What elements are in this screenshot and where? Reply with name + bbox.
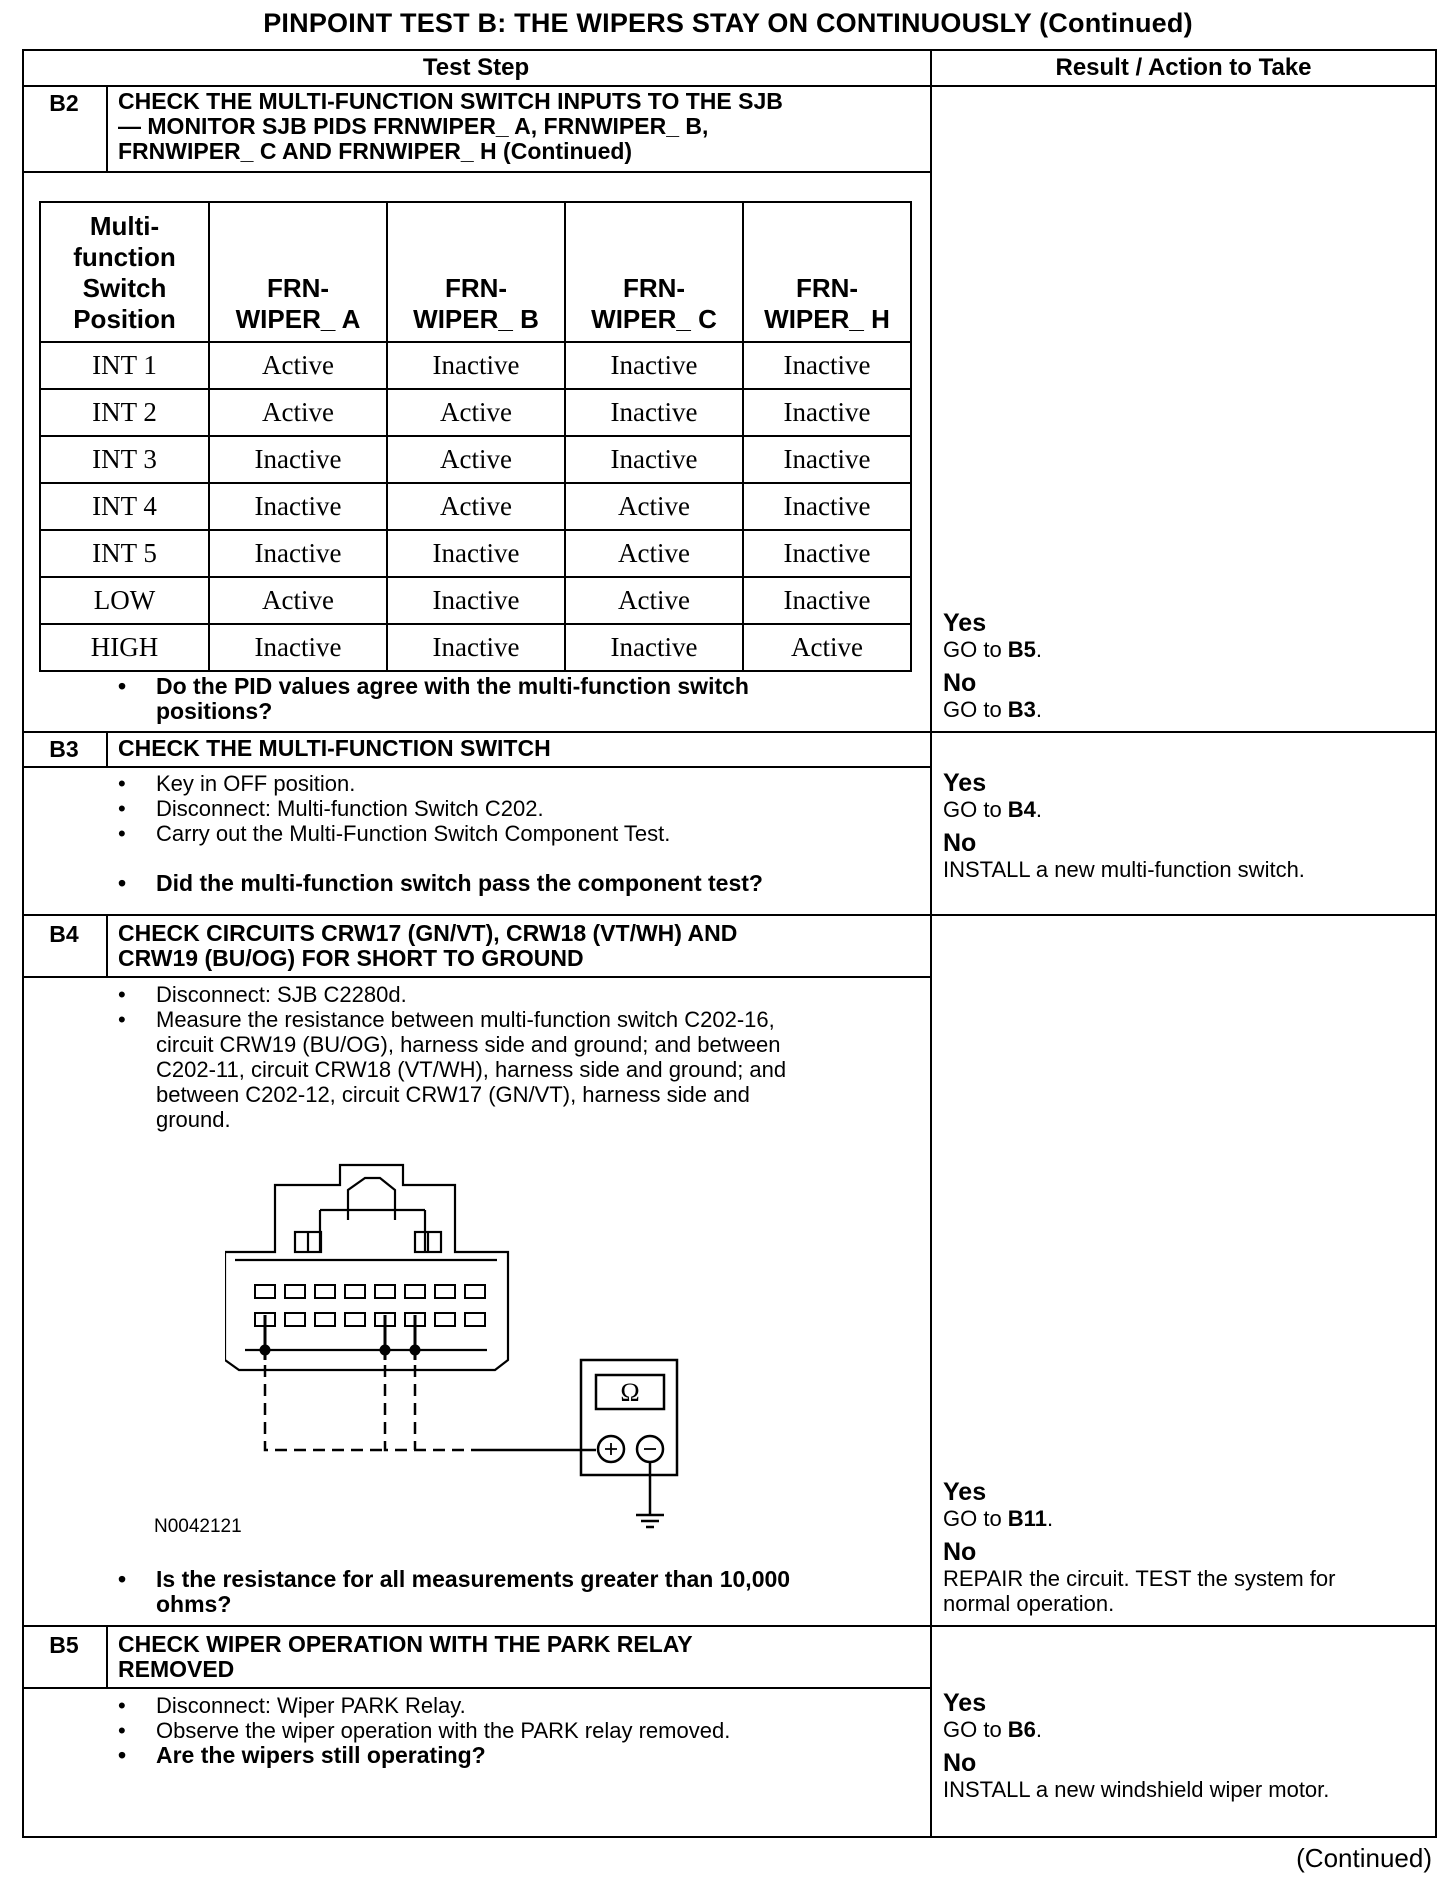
step-id-b4: B4 xyxy=(49,921,79,947)
table-row xyxy=(40,624,911,671)
b3-id-divider xyxy=(106,732,108,767)
table-cell: Inactive xyxy=(209,483,387,530)
table-cell: HIGH xyxy=(40,624,209,671)
table-row xyxy=(40,483,911,530)
b3-title-rule xyxy=(22,766,930,768)
step-id-b3: B3 xyxy=(49,736,79,762)
table-cell: Inactive xyxy=(387,342,565,389)
b3-result xyxy=(943,769,1305,882)
b4-result xyxy=(943,1478,1335,1616)
b4-yes-label: Yes xyxy=(943,1478,987,1506)
table-cell: Inactive xyxy=(209,436,387,483)
b4-id-divider xyxy=(106,915,108,977)
step-title-b5: CHECK WIPER OPERATION WITH THE PARK RELAY REMOVED xyxy=(118,1631,693,1682)
pid-header-c: FRN- WIPER_ C xyxy=(565,202,743,342)
table-cell: Active xyxy=(387,389,565,436)
table-cell: LOW xyxy=(40,577,209,624)
b2-yes-action: GO to B5. xyxy=(943,637,1043,662)
b3-no-action: INSTALL a new multi-function switch. xyxy=(943,857,1305,882)
continued-note: (Continued) xyxy=(1296,1843,1432,1873)
table-cell: Active xyxy=(743,624,911,671)
pid-table-header-row xyxy=(40,202,911,342)
b4-yes-link[interactable]: B11 xyxy=(1007,1506,1047,1531)
connector-latch xyxy=(348,1178,395,1220)
table-cell: Active xyxy=(387,436,565,483)
bullet-mark: • xyxy=(118,673,127,699)
b5-title-rule xyxy=(22,1687,930,1689)
b2-result xyxy=(943,609,1042,722)
b3-no-label: No xyxy=(943,829,977,857)
table-cell: Active xyxy=(565,530,743,577)
table-cell: INT 3 xyxy=(40,436,209,483)
b2-yes-link[interactable]: B5 xyxy=(1007,637,1036,662)
b2-title-rule xyxy=(22,171,930,173)
table-cell: Inactive xyxy=(743,577,911,624)
table-row xyxy=(40,389,911,436)
b2-no-link[interactable]: B3 xyxy=(1007,697,1036,722)
b3-yes-label: Yes xyxy=(943,769,987,797)
b2-yes-label: Yes xyxy=(943,609,987,637)
table-row xyxy=(40,342,911,389)
table-cell: Inactive xyxy=(743,342,911,389)
step-title-b3: CHECK THE MULTI-FUNCTION SWITCH xyxy=(118,735,551,761)
table-cell: Inactive xyxy=(565,624,743,671)
step-divider xyxy=(22,914,1437,916)
b5-yes-link[interactable]: B6 xyxy=(1007,1717,1036,1742)
table-cell: Inactive xyxy=(565,342,743,389)
ground-icon xyxy=(636,1515,664,1527)
b3-yes-link[interactable]: B4 xyxy=(1007,797,1036,822)
b2-question-text: Do the PID values agree with the multi-function switch positions? xyxy=(156,673,749,724)
table-cell: Active xyxy=(209,389,387,436)
b4-yes-action: GO to B11. xyxy=(943,1506,1054,1531)
table-cell: Inactive xyxy=(743,530,911,577)
connector-diagram xyxy=(225,1160,695,1530)
table-row xyxy=(40,530,911,577)
b5-yes-action: GO to B6. xyxy=(943,1717,1043,1742)
b2-no-label: No xyxy=(943,669,977,697)
b2-no-action: GO to B3. xyxy=(943,697,1043,722)
table-cell: INT 5 xyxy=(40,530,209,577)
pid-header-h: FRN- WIPER_ H xyxy=(743,202,911,342)
table-cell: Inactive xyxy=(387,624,565,671)
table-cell: Inactive xyxy=(387,530,565,577)
connector-body xyxy=(225,1165,508,1370)
header-result: Result / Action to Take xyxy=(1055,54,1312,81)
pid-header-a: FRN- WIPER_ A xyxy=(209,202,387,342)
step-title-b4: CHECK CIRCUITS CRW17 (GN/VT), CRW18 (VT/WH) AND CRW19 (BU/OG) FOR SHORT TO GROUND xyxy=(118,920,738,971)
table-cell: INT 1 xyxy=(40,342,209,389)
header-test-step: Test Step xyxy=(422,54,530,81)
b2-id-divider xyxy=(106,86,108,173)
table-cell: Inactive xyxy=(743,436,911,483)
table-cell: Active xyxy=(209,342,387,389)
table-cell: Active xyxy=(565,577,743,624)
b5-result xyxy=(943,1689,1329,1802)
table-cell: Inactive xyxy=(209,624,387,671)
table-row xyxy=(40,436,911,483)
table-cell: Inactive xyxy=(209,530,387,577)
table-cell: Active xyxy=(565,483,743,530)
figure-id: N0042121 xyxy=(154,1516,242,1537)
table-cell: Inactive xyxy=(565,389,743,436)
b5-yes-label: Yes xyxy=(943,1689,987,1717)
pid-header-b: FRN- WIPER_ B xyxy=(387,202,565,342)
table-cell: INT 4 xyxy=(40,483,209,530)
b5-no-action: INSTALL a new windshield wiper motor. xyxy=(943,1777,1330,1802)
table-cell: Inactive xyxy=(387,577,565,624)
ohm-icon: Ω xyxy=(620,1378,640,1407)
b4-no-label: No xyxy=(943,1538,977,1566)
step-id-b5: B5 xyxy=(49,1632,79,1658)
table-cell: Active xyxy=(209,577,387,624)
b5-id-divider xyxy=(106,1626,108,1688)
table-cell: INT 2 xyxy=(40,389,209,436)
step-divider xyxy=(22,731,1437,733)
table-cell: Active xyxy=(387,483,565,530)
table-cell: Inactive xyxy=(565,436,743,483)
b5-no-label: No xyxy=(943,1749,977,1777)
step-id-b2: B2 xyxy=(49,90,79,116)
table-cell: Inactive xyxy=(743,389,911,436)
table-cell: Inactive xyxy=(743,483,911,530)
page-title: PINPOINT TEST B: THE WIPERS STAY ON CONTINUOUSLY (Continued) xyxy=(263,8,1193,38)
pid-table xyxy=(39,201,912,672)
b3-yes-action: GO to B4. xyxy=(943,797,1043,822)
table-row xyxy=(40,577,911,624)
pid-header-position: Multi- function Switch Position xyxy=(40,202,209,342)
step-title-b2: CHECK THE MULTI-FUNCTION SWITCH INPUTS TO THE SJB — MONITOR SJB PIDS FRNWIPER_ A, FRNWIPER_ B, FRNWIPER_ C AND FRNWIPER_ H (Continued) xyxy=(118,88,783,164)
b4-no-action: REPAIR the circuit. TEST the system for normal operation. xyxy=(943,1566,1336,1616)
step-divider xyxy=(22,1625,1437,1627)
b4-title-rule xyxy=(22,976,930,978)
